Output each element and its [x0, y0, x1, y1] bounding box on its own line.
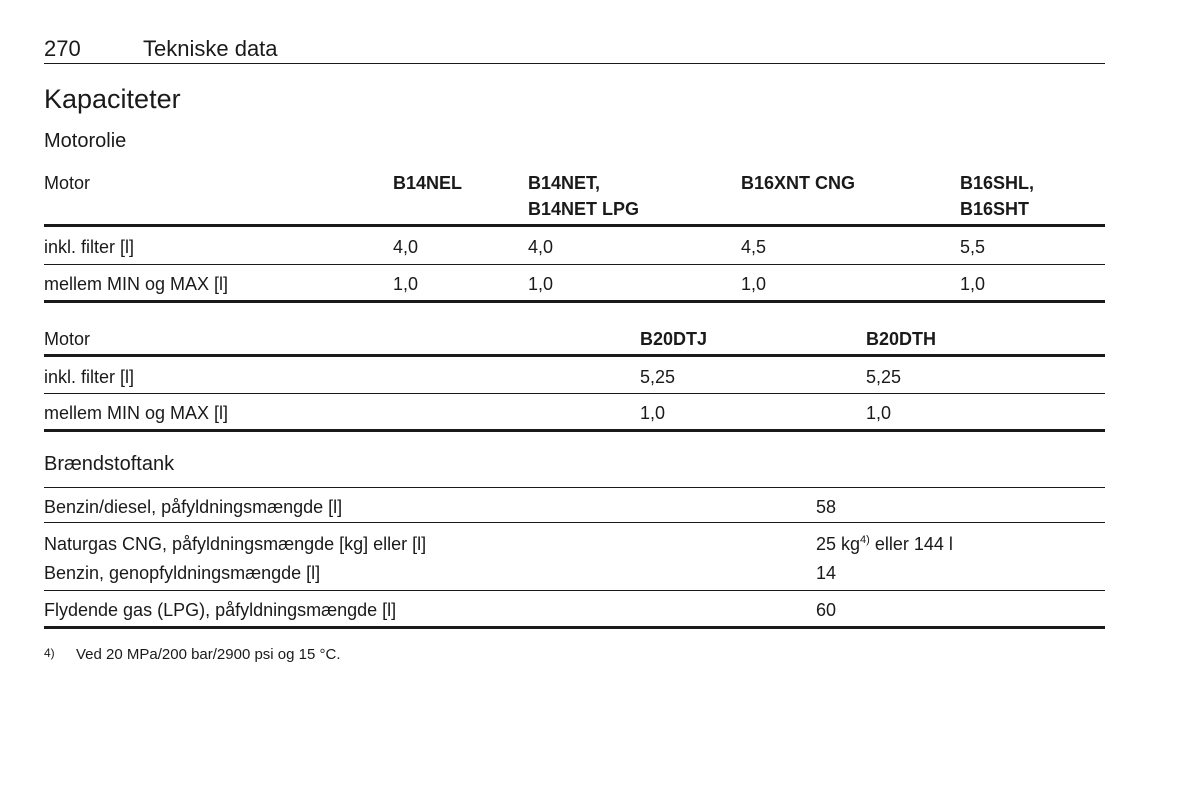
table2-motor-header: Motor	[44, 329, 91, 349]
table1-motor-header: Motor	[44, 173, 91, 193]
table1-engine-b16shl: B16SHL,	[960, 173, 1035, 193]
fuel-tank-heading: Brændstoftank	[44, 453, 175, 475]
table1-row-rule	[44, 264, 1105, 265]
fuel-bottom-rule	[44, 626, 1105, 629]
section-title: Kapaciteter	[44, 84, 181, 114]
fuel-row-rule	[44, 590, 1105, 591]
table1-cell: 1,0	[741, 274, 767, 294]
table2-cell: 5,25	[866, 367, 902, 387]
table1-engine-b14net-lpg: B14NET LPG	[528, 199, 640, 219]
page-number: 270	[44, 36, 81, 61]
table1-engine-b14nel: B14NEL	[393, 173, 463, 193]
fuel-row-label: Benzin, genopfyldningsmængde [l]	[44, 563, 321, 583]
fuel-row-label: Naturgas CNG, påfyldningsmængde [kg] eller [l]	[44, 534, 427, 554]
table1-cell: 1,0	[528, 274, 554, 294]
table1-engine-b14net: B14NET,	[528, 173, 601, 193]
table2-row-label: inkl. filter [l]	[44, 367, 135, 387]
table2-cell: 1,0	[640, 403, 666, 423]
fuel-value: 58	[816, 497, 837, 517]
table1-bottom-rule	[44, 300, 1105, 303]
fuel-value-cng-l: eller 144 l	[869, 534, 953, 554]
fuel-row-rule	[44, 522, 1105, 523]
table1-engine-b16sht: B16SHT	[960, 199, 1030, 219]
table2-header-rule	[44, 354, 1105, 357]
table1-row-label: inkl. filter [l]	[44, 237, 135, 257]
motor-oil-heading: Motorolie	[44, 130, 127, 152]
fuel-row-label: Flydende gas (LPG), påfyldningsmængde [l]	[44, 600, 397, 620]
table1-cell: 5,5	[960, 237, 986, 257]
table2-bottom-rule	[44, 429, 1105, 432]
table1-cell: 1,0	[960, 274, 986, 294]
table1-cell: 4,0	[393, 237, 419, 257]
footnote-ref: 4)	[860, 534, 870, 546]
table1-cell: 4,0	[528, 237, 554, 257]
table2-cell: 1,0	[866, 403, 892, 423]
fuel-top-rule	[44, 487, 1105, 488]
footnote-mark: 4)	[44, 646, 55, 660]
fuel-value-cng	[816, 531, 953, 557]
fuel-value: 14	[816, 563, 837, 583]
page-header	[44, 36, 1105, 64]
table1-engine-b16xnt-cng: B16XNT CNG	[741, 173, 856, 193]
table2-engine-b20dtj: B20DTJ	[640, 329, 708, 349]
table1-header-rule	[44, 224, 1105, 227]
fuel-value-cng-kg: 25 kg	[816, 534, 861, 554]
table2-row-rule	[44, 393, 1105, 394]
footnote-text: Ved 20 MPa/200 bar/2900 psi og 15 °C.	[76, 646, 341, 663]
table1-cell: 4,5	[741, 237, 767, 257]
table2-engine-b20dth: B20DTH	[866, 329, 937, 349]
table2-cell: 5,25	[640, 367, 676, 387]
table2-row-label: mellem MIN og MAX [l]	[44, 403, 229, 423]
table1-cell: 1,0	[393, 274, 419, 294]
fuel-row-label: Benzin/diesel, påfyldningsmængde [l]	[44, 497, 343, 517]
fuel-value: 60	[816, 600, 837, 620]
page-title: Tekniske data	[143, 36, 278, 61]
table1-row-label: mellem MIN og MAX [l]	[44, 274, 229, 294]
